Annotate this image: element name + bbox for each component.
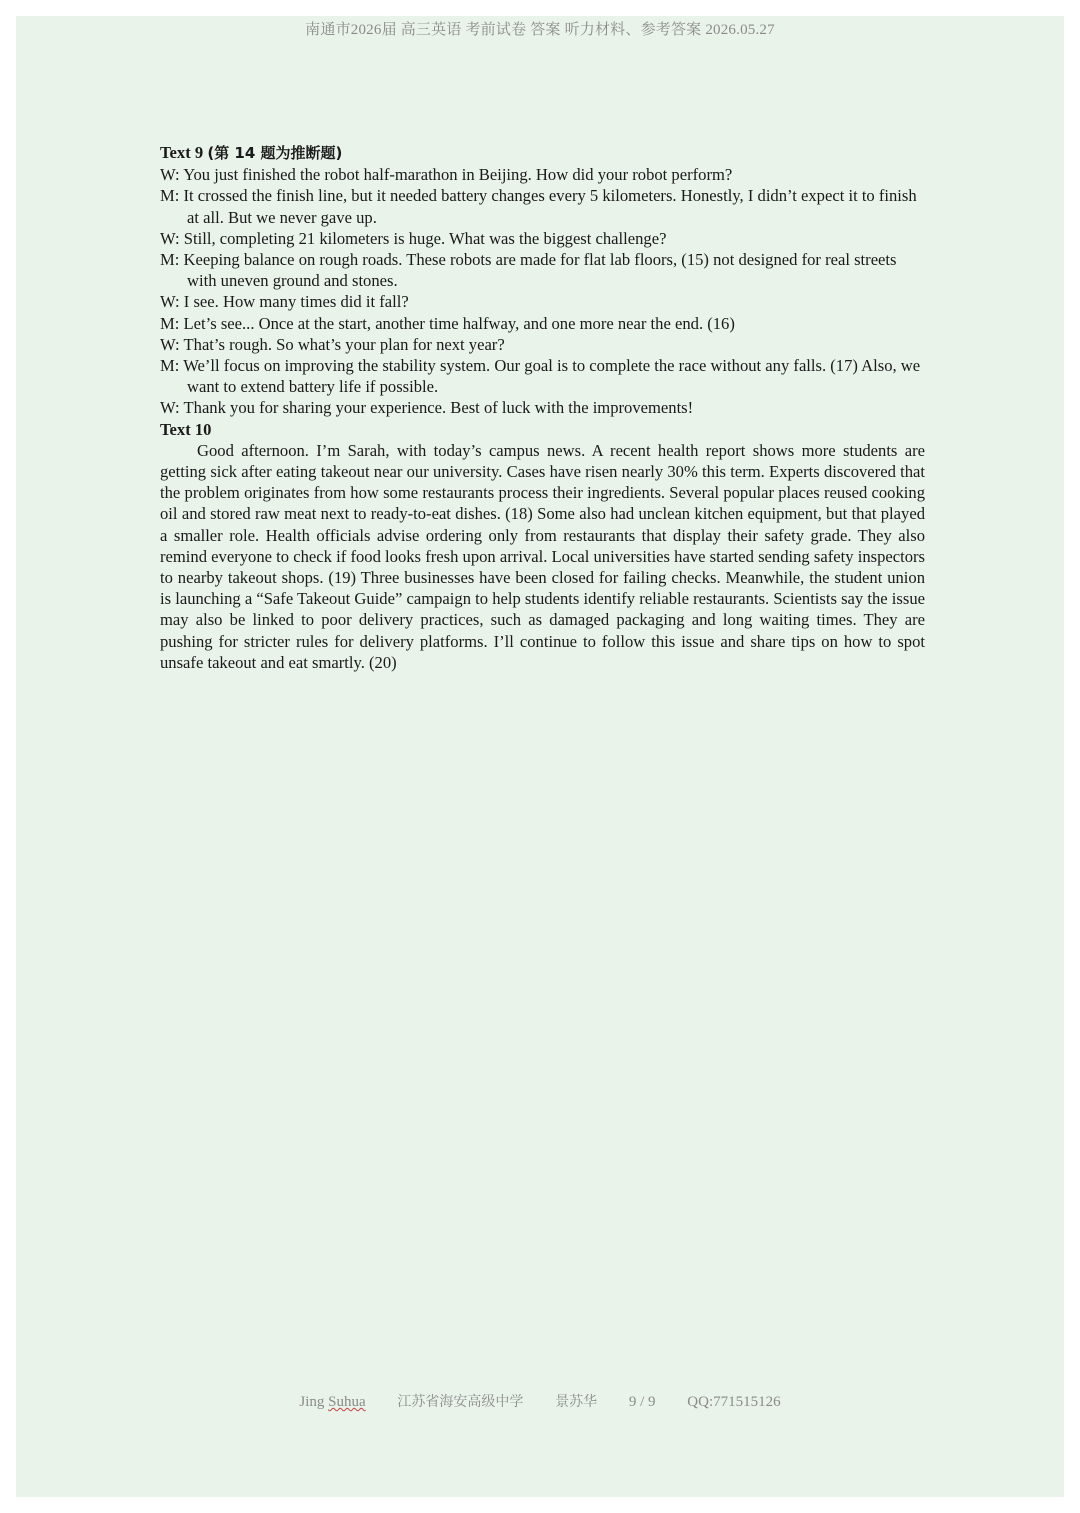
text9-title: Text 9 bbox=[160, 143, 204, 162]
page-footer bbox=[0, 1391, 1080, 1411]
document-body bbox=[160, 142, 925, 673]
text10-heading: Text 10 bbox=[160, 419, 212, 439]
dialogue-line: M: We’ll focus on improving the stability system. Our goal is to complete the race without any falls. (17) Also, we want to extend battery life if possible. bbox=[160, 356, 921, 397]
footer-author bbox=[299, 1394, 365, 1410]
dialogue-line: W: You just finished the robot half-marathon in Beijing. How did your robot perform? bbox=[160, 165, 733, 185]
footer-page-number: 9 / 9 bbox=[628, 1394, 656, 1410]
dialogue-line: M: Keeping balance on rough roads. These robots are made for flat lab floors, (15) not designed for real streets with uneven ground and stones. bbox=[160, 250, 897, 291]
dialogue-line: W: Thank you for sharing your experience. Best of luck with the improvements! bbox=[160, 398, 694, 418]
footer-qq: QQ:771515126 bbox=[687, 1394, 781, 1410]
footer-author-last: Suhua bbox=[328, 1394, 366, 1410]
dialogue-line: W: Still, completing 21 kilometers is huge. What was the biggest challenge? bbox=[160, 228, 667, 248]
dialogue-line: W: I see. How many times did it fall? bbox=[160, 292, 409, 312]
text10-paragraph: Good afternoon. I’m Sarah, with today’s campus news. A recent health report shows more students are getting sick after eating takeout near our university. Cases have risen nearly 30% this term. Experts discovered that the problem originates from how some restaurants process their ingredients. Several popular places reused cooking oil and stored raw meat next to ready-to-eat dishes. (18) Some also had unclean kitchen equipment, but that played a smaller role. Health officials advise ordering only from restaurants that display their safety grade. They also remind everyone to check if food looks fresh upon arrival. Local universities have started sending safety inspectors to nearby takeout shops. (19) Three businesses have been closed for failing checks. Meanwhile, the student union is launching a “Safe Takeout Guide” campaign to help students identify reliable restaurants. Scientists say the issue may also be linked to poor delivery practices, such as damaged packaging and long waiting times. They are pushing for stricter rules for delivery platforms. I’ll continue to follow this issue and share tips on how to spot unsafe takeout and eat smartly. (20) bbox=[160, 440, 925, 672]
text9-heading bbox=[160, 142, 925, 164]
page-header: 南通市2026届 高三英语 考前试卷 答案 听力材料、参考答案 2026.05.27 bbox=[305, 22, 775, 38]
footer-name-cn: 景苏华 bbox=[555, 1394, 598, 1410]
text9-subtitle: (第 14 题为推断题) bbox=[207, 144, 343, 162]
dialogue-line: W: That’s rough. So what’s your plan for next year? bbox=[160, 334, 505, 354]
footer-school: 江苏省海安高级中学 bbox=[397, 1394, 524, 1410]
footer-author-first: Jing bbox=[299, 1394, 325, 1410]
dialogue-line: M: Let’s see... Once at the start, another time halfway, and one more near the end. (16) bbox=[160, 313, 735, 333]
dialogue-line: M: It crossed the finish line, but it needed battery changes every 5 kilometers. Honestly, I didn’t expect it to finish at all. But we never gave up. bbox=[160, 186, 917, 227]
